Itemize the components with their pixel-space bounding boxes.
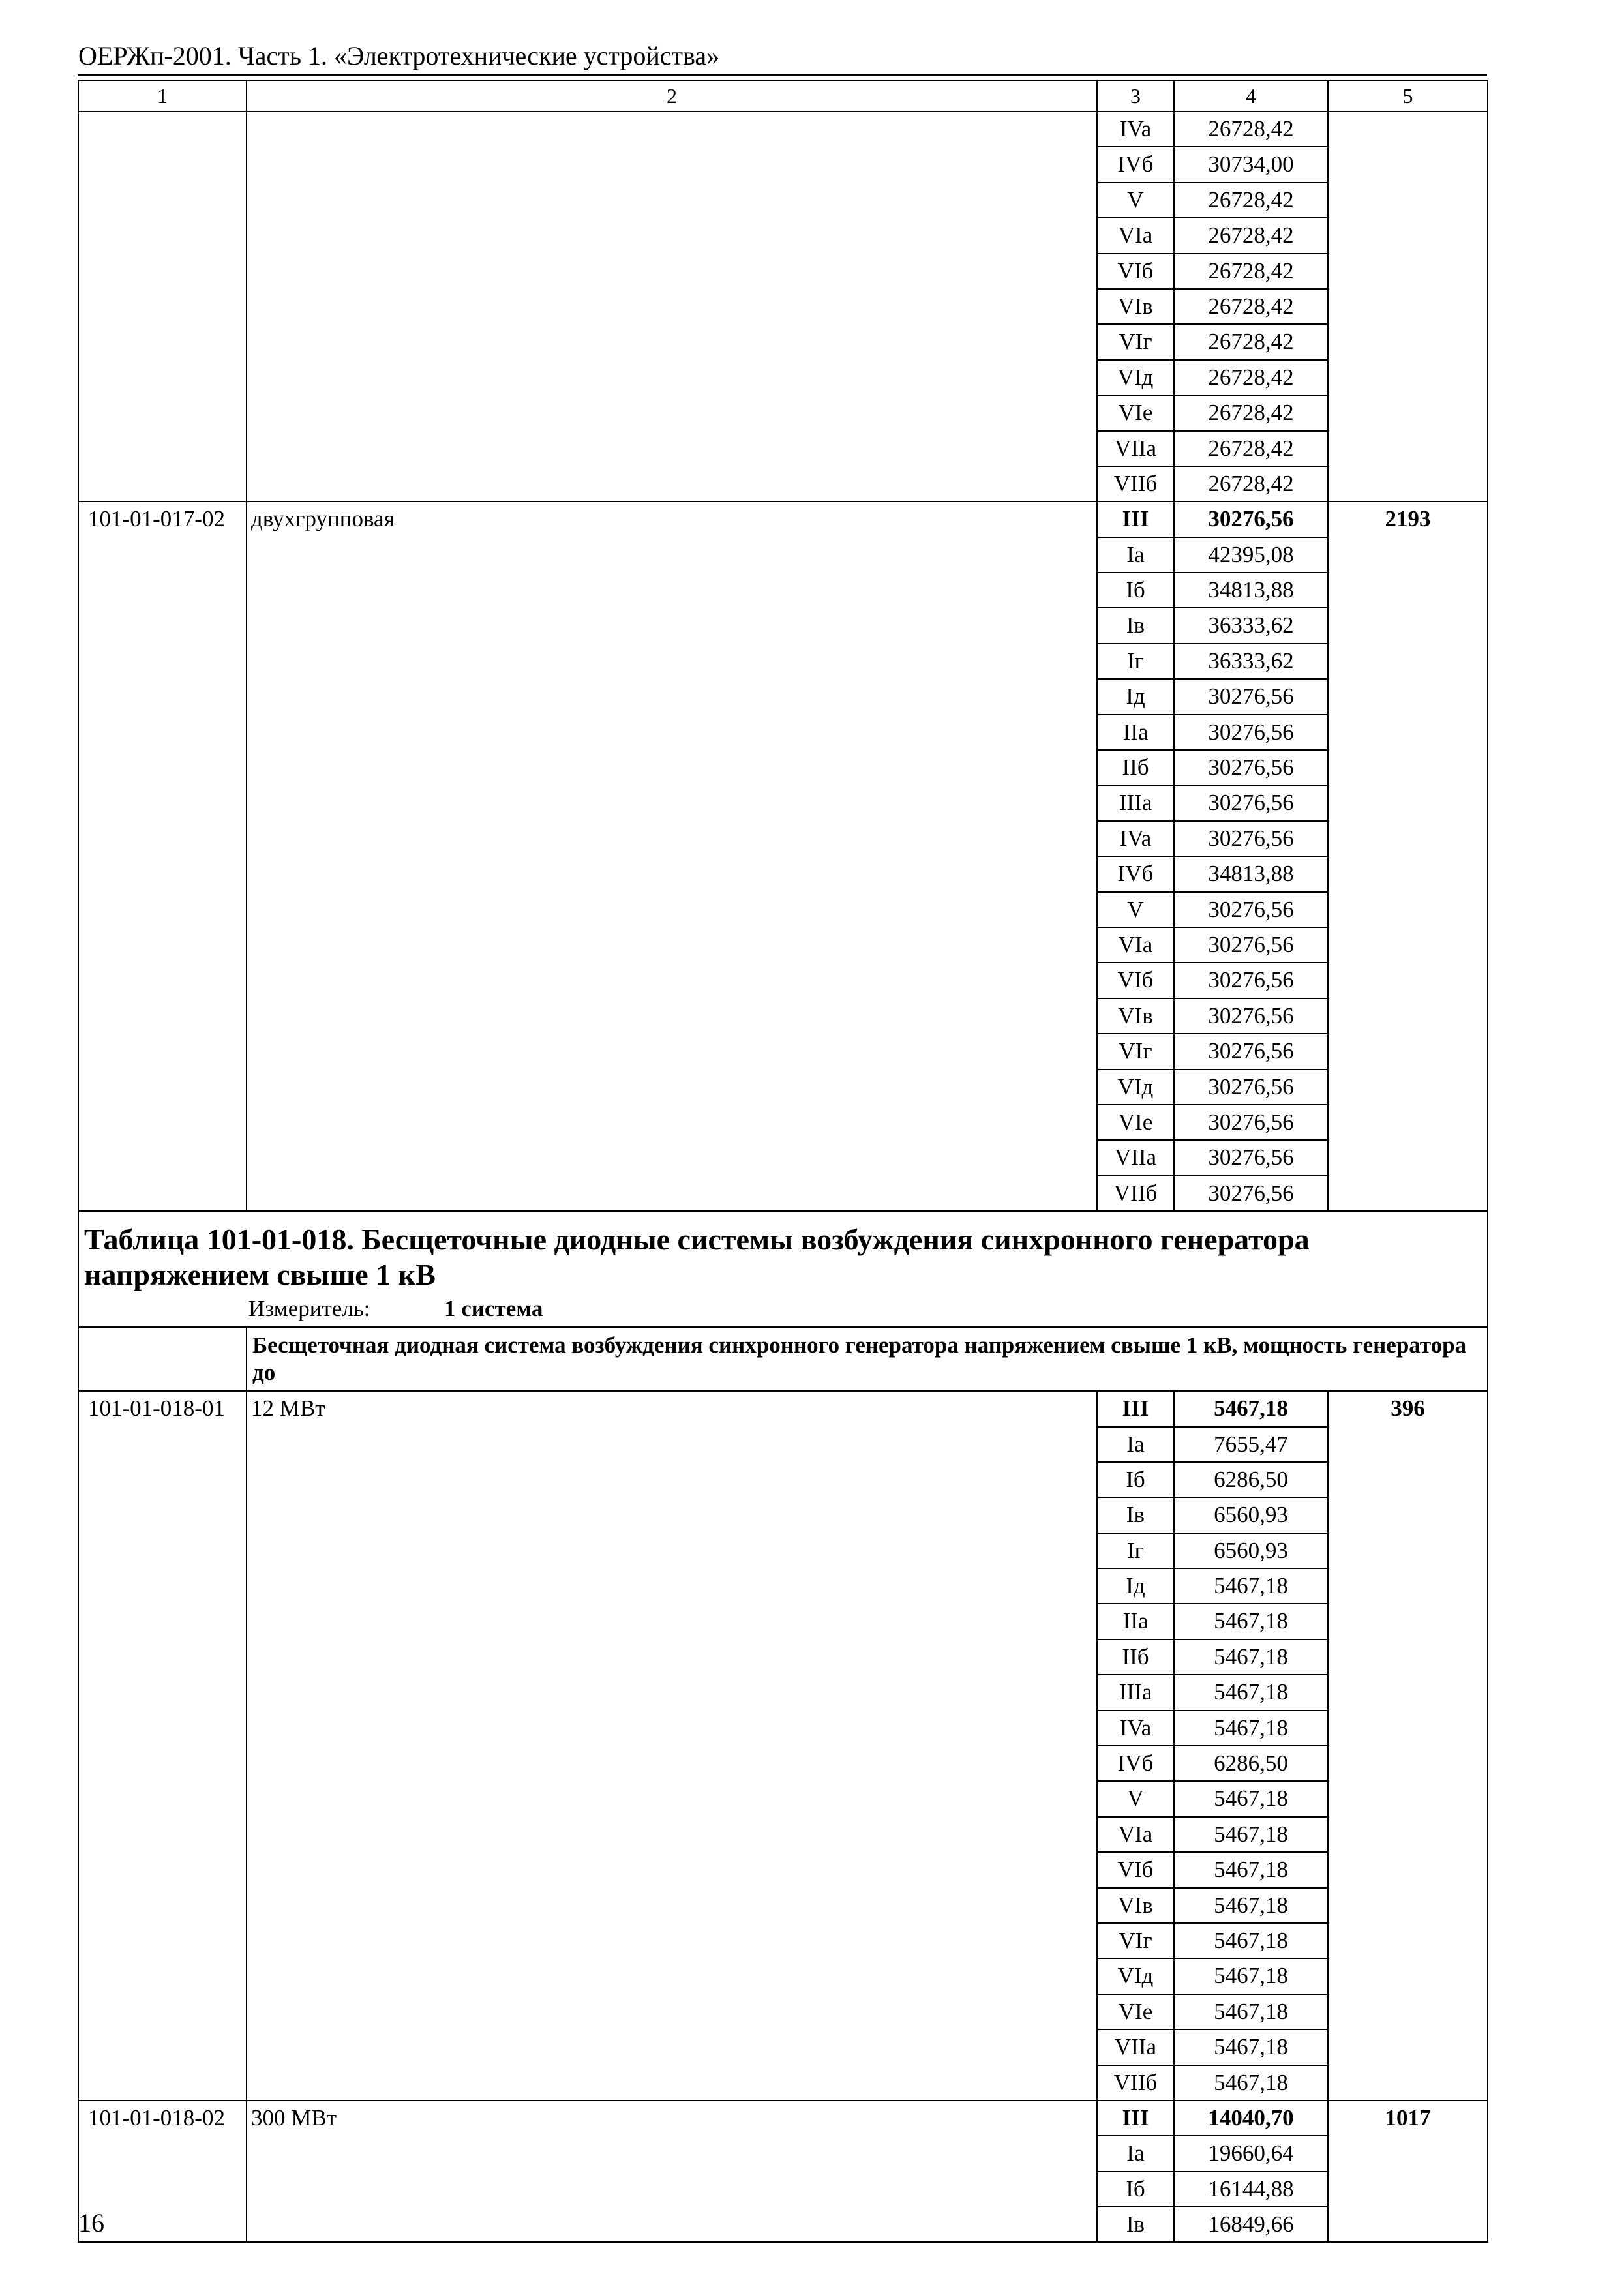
price-value: 5467,18 [1174,1391,1328,1426]
unit-value: 1 система [444,1296,543,1322]
zone-code: VIIa [1097,1140,1174,1175]
price-value: 5467,18 [1174,1994,1328,2029]
zone-code: VIe [1097,1105,1174,1140]
price-value: 5467,18 [1174,2029,1328,2065]
price-value: 26728,42 [1174,112,1328,147]
price-value: 30276,56 [1174,501,1328,537]
zone-code: VIIб [1097,2065,1174,2101]
table-row [78,112,1488,147]
price-value: 30276,56 [1174,892,1328,927]
price-value: 30276,56 [1174,1105,1328,1140]
zone-code: Iб [1097,1462,1174,1497]
item-name [247,112,1097,501]
price-value: 30276,56 [1174,998,1328,1034]
zone-code: Ia [1097,537,1174,573]
price-value: 30276,56 [1174,785,1328,820]
zone-code: VIб [1097,254,1174,289]
table-title: Таблица 101-01-018. Бесщеточные диодные системы возбуждения синхронного генератора напряжением свыше 1 кВ [78,1211,1488,1295]
zone-code: VIIa [1097,2029,1174,2065]
zone-code: III [1097,501,1174,537]
price-value: 34813,88 [1174,856,1328,891]
price-value: 26728,42 [1174,466,1328,501]
price-value: 26728,42 [1174,254,1328,289]
zone-code: VIв [1097,998,1174,1034]
price-value: 6560,93 [1174,1497,1328,1533]
price-value: 30734,00 [1174,147,1328,182]
zone-code: Iд [1097,679,1174,714]
zone-code: Iв [1097,2207,1174,2242]
estimate-table-body [78,80,1488,2242]
table-row [78,501,1488,537]
price-value: 5467,18 [1174,1781,1328,1816]
price-value: 5467,18 [1174,2065,1328,2101]
running-header: ОЕРЖп-2001. Часть 1. «Электротехнические устройства» [78,41,720,70]
column-number: 3 [1097,80,1174,112]
zone-code: VIд [1097,360,1174,395]
zone-code: Iб [1097,2172,1174,2207]
item-code: 101-01-018-02 [78,2101,247,2243]
price-value: 26728,42 [1174,360,1328,395]
unit-label: Измеритель: [248,1296,370,1322]
price-value: 26728,42 [1174,324,1328,359]
table-unit-row [78,1295,1488,1327]
zone-code: IVa [1097,821,1174,856]
price-value: 30276,56 [1174,715,1328,750]
price-value: 30276,56 [1174,1176,1328,1211]
zone-code: IIa [1097,1604,1174,1639]
price-value: 5467,18 [1174,1888,1328,1923]
price-value: 6286,50 [1174,1462,1328,1497]
header-rule [78,74,1487,76]
zone-code: Iв [1097,1497,1174,1533]
price-value: 5467,18 [1174,1817,1328,1852]
zone-code: VIв [1097,1888,1174,1923]
zone-code: VIIб [1097,1176,1174,1211]
table-row [78,1391,1488,1426]
zone-code: Iд [1097,1568,1174,1604]
price-value: 6286,50 [1174,1746,1328,1781]
price-value: 5467,18 [1174,1711,1328,1746]
zone-code: Iг [1097,644,1174,679]
zone-code: IVa [1097,112,1174,147]
item-code: 101-01-018-01 [78,1391,247,2101]
zone-code: VIд [1097,1958,1174,1994]
price-value: 16144,88 [1174,2172,1328,2207]
price-value: 30276,56 [1174,1070,1328,1105]
price-value: 5467,18 [1174,1639,1328,1675]
price-value: 5467,18 [1174,1923,1328,1958]
item-name: двухгрупповая [247,501,1097,1211]
price-value: 14040,70 [1174,2101,1328,2136]
zone-code: V [1097,183,1174,218]
column-number: 1 [78,80,247,112]
price-value: 26728,42 [1174,289,1328,324]
zone-code: VIг [1097,324,1174,359]
group-description: Бесщеточная диодная система возбуждения синхронного генератора напряжением свыше 1 кВ, мощность генератора до [247,1327,1488,1391]
table-row [78,2101,1488,2136]
zone-code: IVб [1097,147,1174,182]
page-number: 16 [78,2208,104,2237]
price-value: 34813,88 [1174,573,1328,608]
zone-code: V [1097,1781,1174,1816]
price-value: 5467,18 [1174,1568,1328,1604]
zone-code: VIд [1097,1070,1174,1105]
zone-code: III [1097,1391,1174,1426]
zone-code: IIIa [1097,1675,1174,1710]
zone-code: VIб [1097,963,1174,998]
zone-code: VIa [1097,927,1174,963]
zone-code: VIIб [1097,466,1174,501]
description-row [78,1327,1488,1391]
price-value: 16849,66 [1174,2207,1328,2242]
price-value: 26728,42 [1174,431,1328,466]
price-value: 5467,18 [1174,1675,1328,1710]
price-value: 6560,93 [1174,1533,1328,1568]
zone-code: VIб [1097,1852,1174,1887]
zone-code: VIe [1097,395,1174,430]
zone-code: IVб [1097,1746,1174,1781]
zone-code: IIб [1097,750,1174,785]
price-value: 5467,18 [1174,1958,1328,1994]
price-value: 30276,56 [1174,1034,1328,1069]
zone-code: Ia [1097,2136,1174,2171]
zone-code: VIг [1097,1923,1174,1958]
price-value: 30276,56 [1174,750,1328,785]
price-value: 30276,56 [1174,963,1328,998]
price-value: 30276,56 [1174,679,1328,714]
zone-code: VIв [1097,289,1174,324]
labor-total [1328,112,1488,501]
price-value: 26728,42 [1174,395,1328,430]
table-title-row [78,1211,1488,1295]
zone-code: VIг [1097,1034,1174,1069]
price-value: 26728,42 [1174,218,1328,253]
price-value: 42395,08 [1174,537,1328,573]
item-name: 300 МВт [247,2101,1097,2243]
zone-code: IVa [1097,1711,1174,1746]
column-number: 2 [247,80,1097,112]
zone-code: Ia [1097,1427,1174,1462]
item-code [78,112,247,501]
estimate-table [78,80,1488,2243]
zone-code: Iб [1097,573,1174,608]
zone-code: Iв [1097,608,1174,643]
price-value: 19660,64 [1174,2136,1328,2171]
zone-code: V [1097,892,1174,927]
price-value: 26728,42 [1174,183,1328,218]
price-value: 36333,62 [1174,644,1328,679]
zone-code: VIIa [1097,431,1174,466]
zone-code: VIa [1097,1817,1174,1852]
column-number: 5 [1328,80,1488,112]
zone-code: Iг [1097,1533,1174,1568]
price-value: 5467,18 [1174,1604,1328,1639]
item-code: 101-01-017-02 [78,501,247,1211]
zone-code: VIe [1097,1994,1174,2029]
labor-total: 396 [1328,1391,1488,2101]
price-value: 5467,18 [1174,1852,1328,1887]
labor-total: 2193 [1328,501,1488,1211]
price-value: 7655,47 [1174,1427,1328,1462]
item-name: 12 МВт [247,1391,1097,2101]
column-number-row [78,80,1488,112]
price-value: 30276,56 [1174,821,1328,856]
zone-code: IVб [1097,856,1174,891]
zone-code: III [1097,2101,1174,2136]
unit-cell [78,1295,1488,1327]
price-value: 36333,62 [1174,608,1328,643]
price-value: 30276,56 [1174,1140,1328,1175]
zone-code: VIa [1097,218,1174,253]
zone-code: IIIa [1097,785,1174,820]
column-number: 4 [1174,80,1328,112]
zone-code: IIa [1097,715,1174,750]
zone-code: IIб [1097,1639,1174,1675]
price-value: 30276,56 [1174,927,1328,963]
labor-total: 1017 [1328,2101,1488,2243]
empty-code-cell [78,1327,247,1391]
